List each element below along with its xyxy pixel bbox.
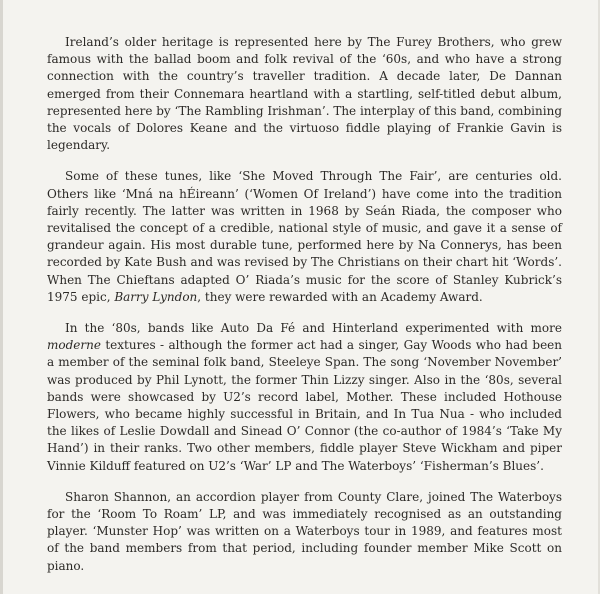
paragraph-text: Some of these tunes, like ‘She Moved Through The Fair’, are centuries old. Others like ‘Mná na hÉireann’ (‘Women Of Ireland’) have come into the tradition fairly recently. The latter was written in 1968 by Seán Riada, the composer who revitalised the concept of a credible, national style of music, and gave it a sense of grandeur again. His most durable tune, performed here by Na Connerys, has been recorded by Kate Bush and was revised by The Christians on their chart hit ‘Words’. When The Chieftans adapted O’ Riada’s music for the score of Stanley Kubrick’s 1975 epic, (47, 169, 562, 304)
film-title: Barry Lyndon (114, 289, 198, 304)
paragraph-text: Sharon Shannon, an accordion player from County Clare, joined The Waterboys for the ‘Room To Roam’ LP, and was immediately recognised as an outstanding player. ‘Munster Hop’ was written on a Waterboys tour in 1989, and features most of the band members from that period, including founder member Mike Scott on piano. (47, 489, 562, 573)
paragraph-sharon-shannon (47, 489, 562, 575)
emphasis-word: moderne (47, 338, 101, 353)
paragraph-ancient-tunes (47, 168, 562, 306)
paragraph-eighties-bands (47, 320, 562, 475)
paragraph-text: In the ‘80s, bands like Auto Da Fé and Hinterland experimented with more (65, 321, 562, 336)
paragraph-text: textures - although the former act had a singer, Gay Woods who had been a member of the seminal folk band, Steeleye Span. The song ‘November November’ was produced by Phil Lynott, the former Thin Lizzy singer. Also in the ‘80s, several bands were showcased by U2’s record label, Mother. These included Hothouse Flowers, who became highly successful in Britain, and In Tua Nua - who included the likes of Leslie Dowdall and Sinead O’ Connor (the co-author of 1984’s ‘Take My Hand’) in their ranks. Two other members, fiddle player Steve Wickham and piper Vinnie Kilduff featured on U2’s ‘War’ LP and The Waterboys’ ‘Fisherman’s Blues’. (47, 338, 562, 473)
paragraph-text: , they were rewarded with an Academy Award. (197, 289, 483, 304)
paragraph-text: Ireland’s older heritage is represented here by The Furey Brothers, who grew famous with the ballad boom and folk revival of the ‘60s, and who have a strong connection with the country’s traveller tradition. A decade later, De Dannan emerged from their Connemara heartland with a startling, self-titled debut album, represented here by ‘The Rambling Irishman’. The interplay of this band, combining the vocals of Dolores Keane and the virtuoso fiddle playing of Frankie Gavin is legendary. (47, 35, 562, 153)
paragraph-furey-brothers (47, 34, 562, 154)
